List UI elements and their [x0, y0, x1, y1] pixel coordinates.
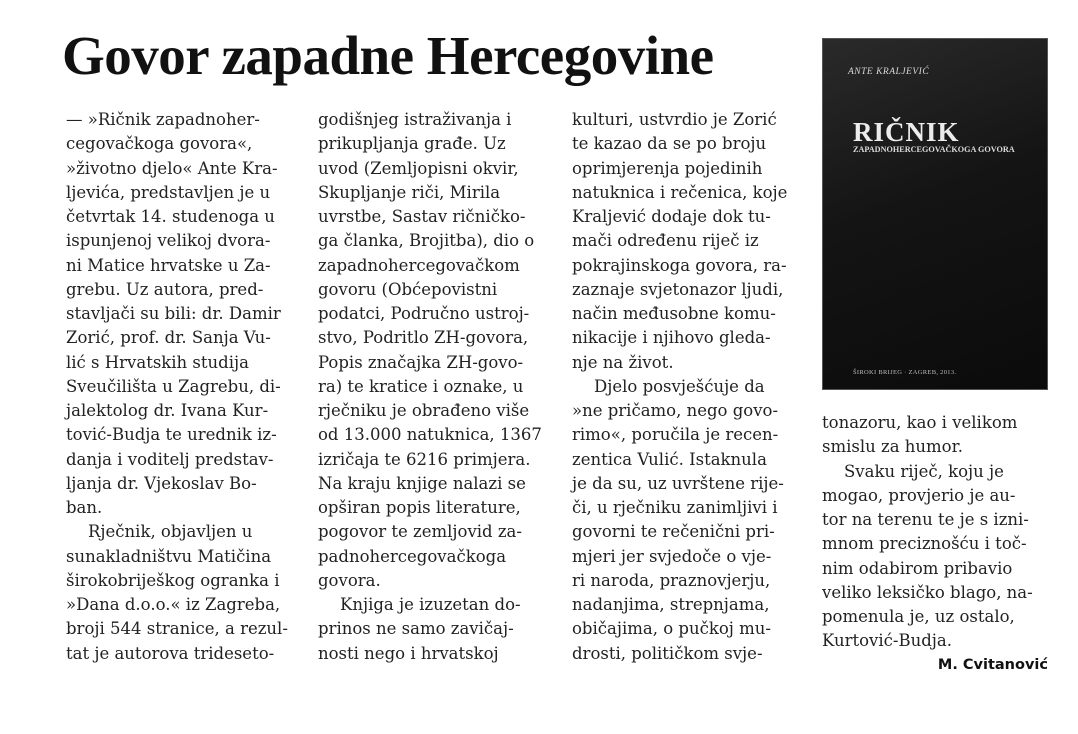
- article-text-line: ni Matice hrvatske u Za-: [66, 255, 271, 275]
- article-text-line: Skupljanje riči, Mirila: [318, 182, 501, 202]
- article-text-line: izričaja te 6216 primjera.: [318, 449, 531, 469]
- article-text-line: širokobriješkog ogranka i: [66, 570, 280, 590]
- article-text-line: jalektolog dr. Ivana Kur-: [66, 401, 269, 420]
- article-text-line: pogovor te zemljovid za-: [318, 522, 522, 542]
- book-cover-title: RIČNIK: [853, 117, 960, 147]
- article-text-line: pokrajinskoga govora, ra-: [572, 255, 787, 275]
- article-text-line: ri naroda, praznovjerju,: [572, 570, 771, 590]
- article-text-line: od 13.000 natuknica, 1367: [318, 425, 542, 445]
- article-text-line: Sveučilišta u Zagrebu, di-: [66, 376, 281, 396]
- article-text-line: »ne pričamo, nego govo-: [572, 401, 779, 420]
- article-column-4: [822, 411, 1048, 674]
- article-text-line: Knjiga je izuzetan do-: [340, 595, 521, 614]
- article-text-line: Rječnik, objavljen u: [88, 522, 253, 542]
- article-text-line: drosti, političkom svje-: [572, 643, 763, 663]
- article-text-line: običajima, o pučkoj mu-: [572, 619, 771, 639]
- article-text-line: natuknica i rečenica, koje: [572, 182, 788, 202]
- article-text-line: stavljači su bili: dr. Damir: [66, 304, 281, 323]
- book-cover-imprint: ŠIROKI BRIJEG · ZAGREB, 2013.: [853, 369, 957, 376]
- article-text-line: opširan popis literature,: [318, 498, 521, 517]
- article-text-line: govoru (Obćepovistni: [318, 279, 498, 299]
- article-text-line: grebu. Uz autora, pred-: [66, 279, 264, 299]
- article-text-line: govora.: [318, 570, 381, 590]
- article-text-line: nosti nego i hrvatskoj: [318, 643, 499, 663]
- article-text-line: Kurtović-Budja.: [822, 631, 952, 651]
- article-column-1: [66, 108, 296, 666]
- article-text-line: mjeri jer svjedoče o vje-: [572, 546, 772, 566]
- article-text-line: nim odabirom pribavio: [822, 558, 1013, 578]
- article-text-line: zapadnohercegovačkom: [318, 255, 520, 275]
- article-text-line: te kazao da se po broju: [572, 134, 767, 154]
- article-text-line: Kraljević dodaje dok tu-: [572, 207, 771, 226]
- article-text-line: mači određenu riječ iz: [572, 231, 759, 251]
- article-text-line: nikacije i njihovo gleda-: [572, 328, 771, 348]
- article-text-line: danja i voditelj predstav-: [66, 449, 274, 469]
- article-text-line: Na kraju knjige nalazi se: [318, 473, 526, 493]
- article-text-line: prinos ne samo zavičaj-: [318, 619, 514, 639]
- article-text-line: »životno djelo« Ante Kra-: [66, 158, 278, 178]
- article-text-line: nje na život.: [572, 352, 674, 372]
- article-text-line: »Dana d.o.o.« iz Zagreba,: [66, 595, 281, 614]
- article-text-line: lić s Hrvatskih studija: [66, 352, 249, 372]
- article-text-line: podatci, Područno ustroj-: [318, 304, 530, 323]
- article-text-line: tat je autorova trideseto-: [66, 643, 275, 663]
- article-text-line: prikupljanja građe. Uz: [318, 134, 506, 154]
- article-text-line: tonazoru, kao i velikom: [822, 413, 1018, 432]
- article-column-3: [572, 108, 804, 666]
- article-text-line: ispunjenoj velikoj dvora-: [66, 231, 271, 251]
- article-text-line: sunakladništvu Matičina: [66, 546, 272, 566]
- article-text-line: veliko leksičko blago, na-: [822, 582, 1033, 602]
- article-text-line: zaznaje svjetonazor ljudi,: [572, 279, 784, 299]
- article-text-line: Zorić, prof. dr. Sanja Vu-: [66, 328, 271, 348]
- book-cover-subtitle: ZAPADNOHERCEGOVAČKOGA GOVORA: [853, 145, 1015, 154]
- article-text-line: Popis značajka ZH-govo-: [318, 352, 524, 372]
- article-text-line: ban.: [66, 498, 103, 517]
- article-text-line: govorni te rečenični pri-: [572, 522, 775, 542]
- article-text-line: Svaku riječ, koju je: [844, 461, 1004, 481]
- article-text-line: oprimjerenja pojedinih: [572, 158, 763, 178]
- article-text-line: zentica Vulić. Istaknula: [572, 449, 767, 469]
- article-text-line: nadanjima, strepnjama,: [572, 595, 770, 614]
- article-text-line: broji 544 stranice, a rezul-: [66, 619, 288, 639]
- article-text-line: — »Ričnik zapadnoher-: [66, 110, 260, 129]
- article-byline: M. Cvitanović: [937, 656, 1048, 673]
- article-text-line: rječniku je obrađeno više: [318, 401, 530, 420]
- article-text-line: či, u rječniku zanimljivi i: [572, 498, 778, 517]
- article-text-line: stvo, Podritlo ZH-govora,: [318, 328, 529, 348]
- article-text-line: padnohercegovačkoga: [318, 546, 507, 566]
- article-text-line: kulturi, ustvrdio je Zorić: [572, 110, 777, 129]
- book-cover-author: ANTE KRALJEVIĆ: [848, 67, 930, 77]
- article-text-line: četvrtak 14. studenoga u: [66, 207, 275, 226]
- article-text-line: ljevića, predstavljen je u: [66, 182, 271, 202]
- article-text-line: smislu za humor.: [822, 437, 963, 457]
- article-title: Govor zapadne Hercegovine: [62, 25, 714, 86]
- article-text-line: pomenula je, uz ostalo,: [822, 607, 1015, 626]
- article-text-line: način međusobne komu-: [572, 304, 776, 323]
- article-text-line: je da su, uz uvrštene rije-: [572, 473, 784, 493]
- article-text-line: cegovačkoga govora«,: [66, 134, 253, 154]
- article-text-line: ra) te kratice i oznake, u: [318, 376, 524, 396]
- article-text-line: tović-Budja te urednik iz-: [66, 425, 277, 445]
- article-text-line: ga članka, Brojitba), dio o: [318, 231, 535, 251]
- article-text-line: mogao, provjerio je au-: [822, 485, 1016, 505]
- article-text-line: uvrstbe, Sastav ričničko-: [318, 207, 526, 226]
- article-text-line: godišnjeg istraživanja i: [318, 110, 512, 129]
- article-text-line: rimo«, poručila je recen-: [572, 425, 779, 445]
- article-text-line: Djelo posvješćuje da: [594, 376, 765, 396]
- article-text-line: ljanja dr. Vjekoslav Bo-: [66, 473, 257, 493]
- article-text-line: tor na terenu te je s izni-: [822, 510, 1029, 529]
- article-column-2: [318, 108, 556, 666]
- book-cover-image: [822, 38, 1048, 390]
- article-text-line: mnom preciznošću i toč-: [822, 534, 1027, 554]
- article-text-line: uvod (Zemljopisni okvir,: [318, 158, 519, 178]
